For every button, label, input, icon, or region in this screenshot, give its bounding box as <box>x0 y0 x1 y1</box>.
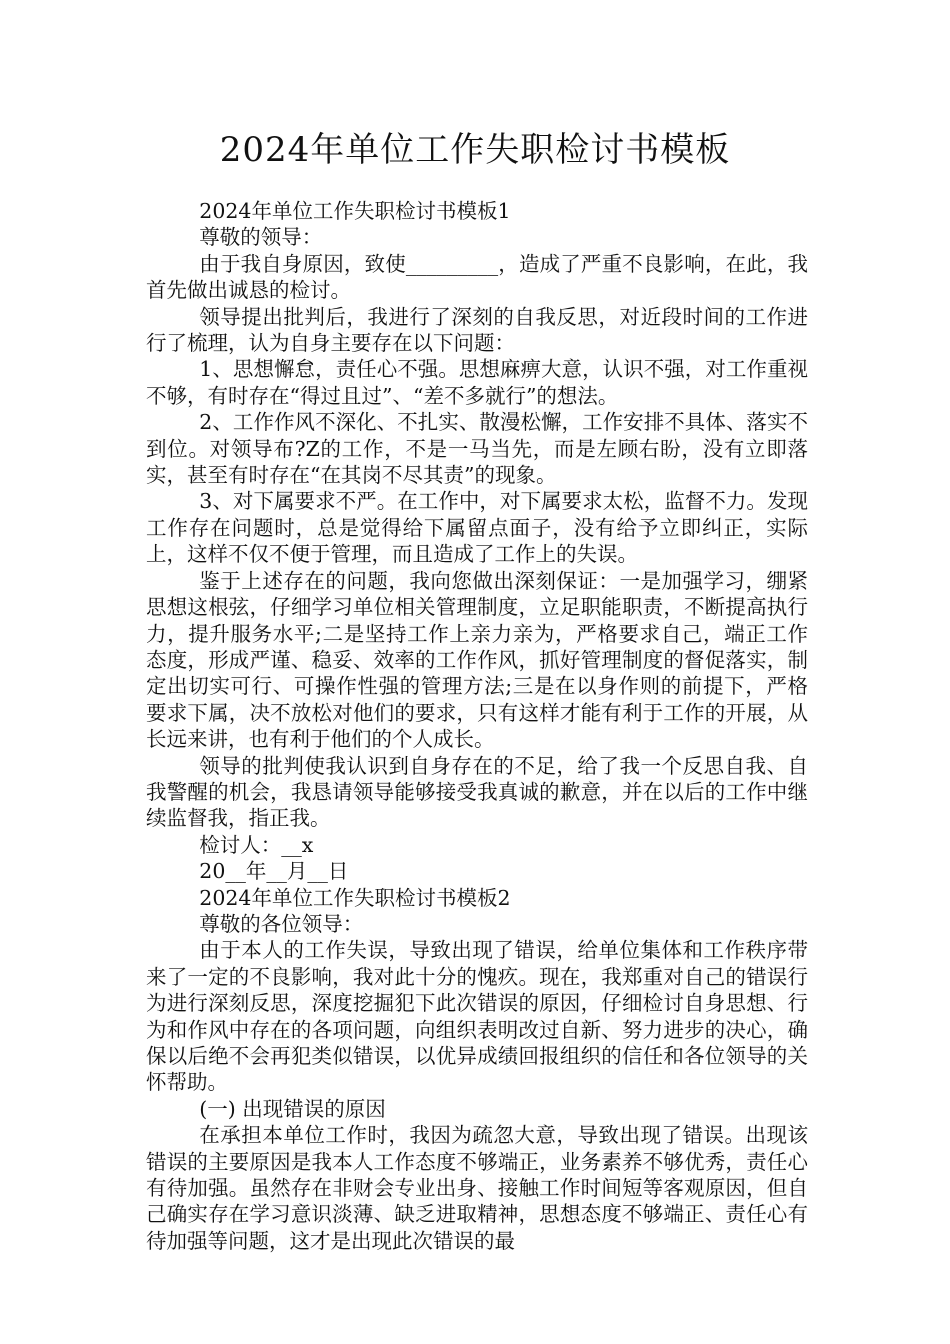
salutation: 尊敬的领导： <box>199 225 323 250</box>
section-heading-2: 2024年单位工作失职检讨书模板2 <box>199 885 511 910</box>
signature-line: 检讨人：__x <box>199 832 314 857</box>
paragraph: 3、对下属要求不严。在工作中，对下属要求太松，监督不力。发现工作存在问题时，总是觉得给下属留点面子，没有给予立即纠正，实际上，这样不仅不便于管理，而且造成了工作上的失误。 <box>146 489 808 567</box>
document-body <box>146 198 808 1254</box>
paragraph: 2、工作作风不深化、不扎实、散漫松懈，工作安排不具体、落实不到位。对领导布?Z的工作，不是一马当先，而是左顾右盼，没有立即落实，甚至有时存在“在其岗不尽其责”的现象。 <box>146 410 808 488</box>
document-title: 2024年单位工作失职检讨书模板 <box>219 130 731 170</box>
salutation: 尊敬的各位领导： <box>199 911 364 936</box>
paragraph: 由于本人的工作失误，导致出现了错误，给单位集体和工作秩序带来了一定的不良影响，我对此十分的愧疚。现在，我郑重对自己的错误行为进行深刻反思，深度挖掘犯下此次错误的原因，仔细检讨自身思想、行为和作风中存在的各项问题，向组织表明改过自新、努力进步的决心，确保以后绝不会再犯类似错误，以优异成绩回报组织的信任和各位领导的关怀帮助。 <box>146 938 808 1095</box>
section-heading-1: 2024年单位工作失职检讨书模板1 <box>199 199 511 223</box>
paragraph: 鉴于上述存在的问题，我向您做出深刻保证：一是加强学习，绷紧思想这根弦，仔细学习单位相关管理制度，立足职能职责，不断提高执行力，提升服务水平;二是坚持工作上亲力亲为，严格要求自己，端正工作态度，形成严谨、稳妥、效率的工作作风，抓好管理制度的督促落实，制定出切实可行、可操作性强的管理方法;三是在以身作则的前提下，严格要求下属，决不放松对他们的要求，只有这样才能有利于工作的开展，从长远来讲，也有利于他们的个人成长。 <box>146 568 808 752</box>
paragraph: 在承担本单位工作时，我因为疏忽大意，导致出现了错误。出现该错误的主要原因是我本人工作态度不够端正，业务素养不够优秀，责任心有待加强。虽然存在非财会专业出身、接触工作时间短等客观原因，但自己确实存在学习意识淡薄、缺乏进取精神，思想态度不够端正、责任心有待加强等问题，这才是出现此次错误的最 <box>146 1123 808 1253</box>
paragraph: 领导提出批判后，我进行了深刻的自我反思，对近段时间的工作进行了梳理，认为自身主要存在以下问题： <box>146 304 808 356</box>
paragraph: 由于我自身原因，致使_________，造成了严重不良影响，在此，我首先做出诚恳的检讨。 <box>146 251 808 303</box>
subheading: (一) 出现错误的原因 <box>199 1096 386 1121</box>
paragraph: 1、思想懈怠，责任心不强。思想麻痹大意，认识不强，对工作重视不够，有时存在“得过且过”、“差不多就行”的想法。 <box>146 357 808 408</box>
paragraph: 领导的批判使我认识到自身存在的不足，给了我一个反思自我、自我警醒的机会，我恳请领导能够接受我真诚的歉意，并在以后的工作中继续监督我，指正我。 <box>146 753 808 831</box>
date-line: 20__年__月__日 <box>199 859 349 884</box>
